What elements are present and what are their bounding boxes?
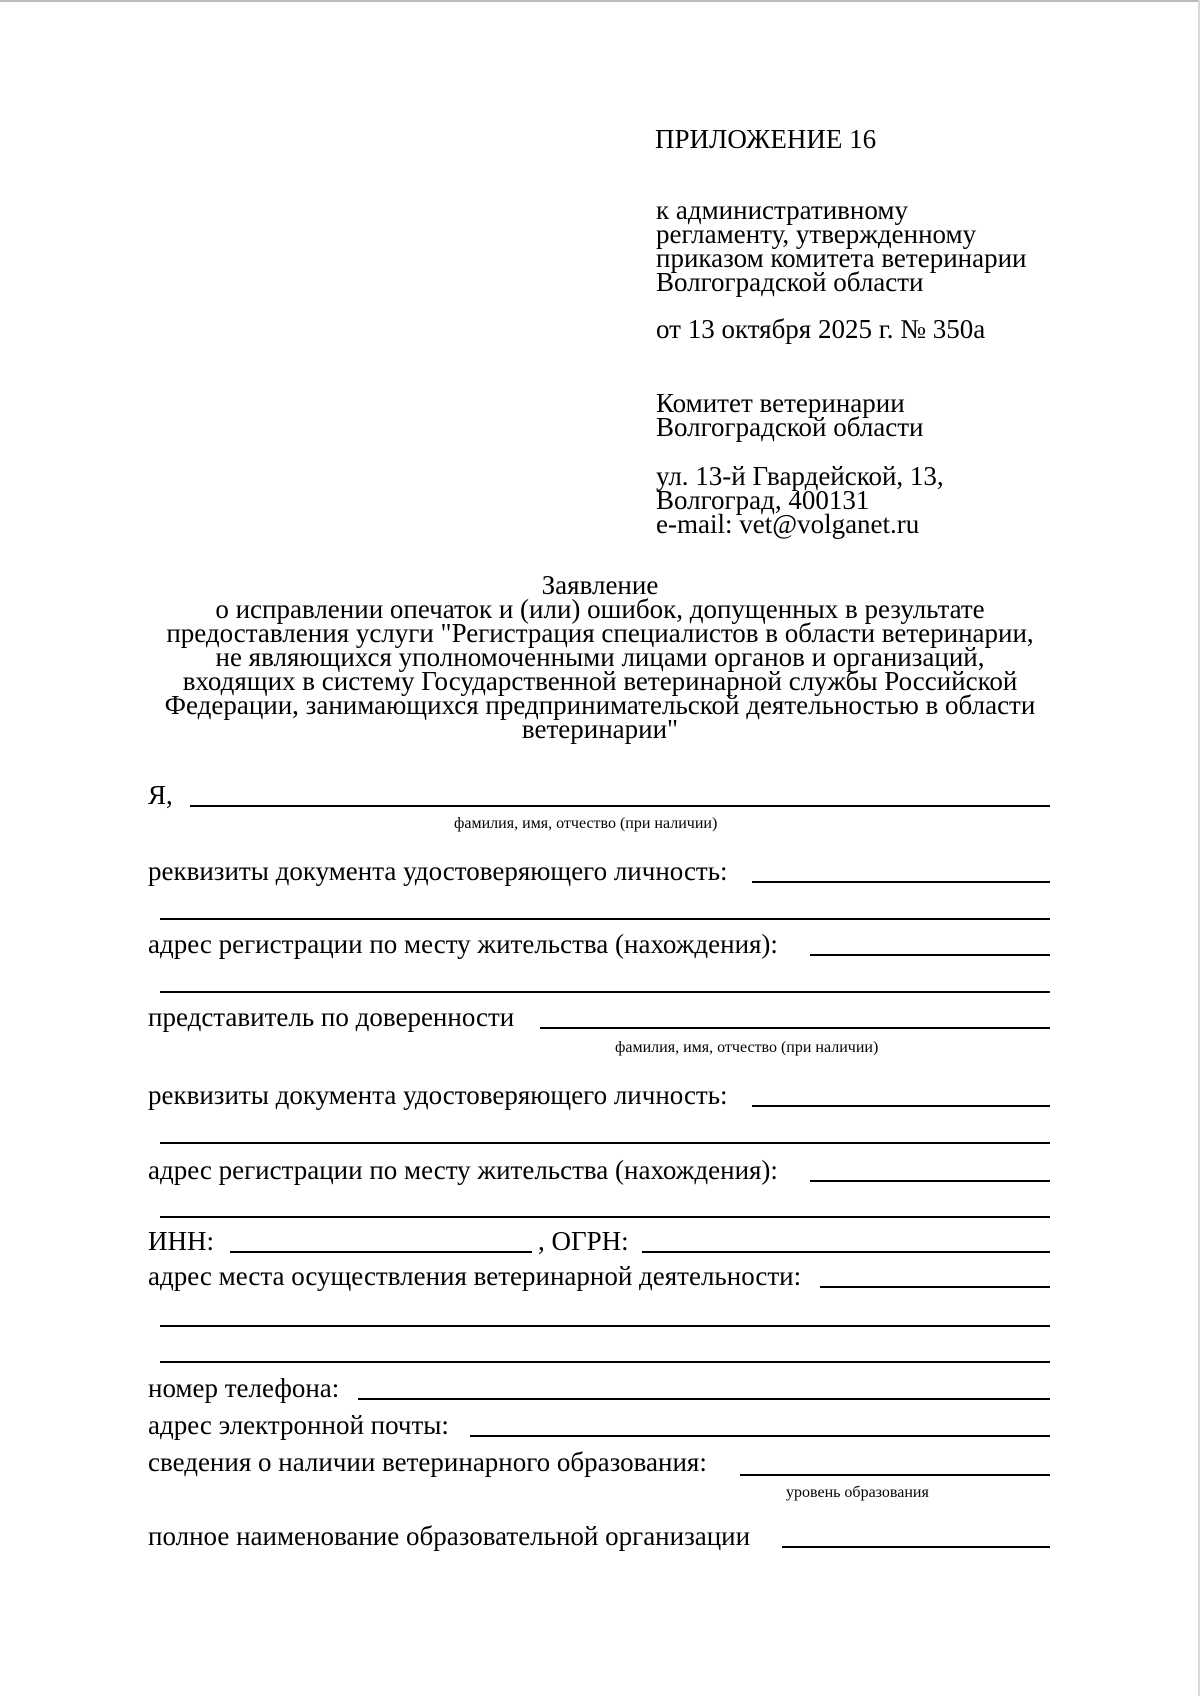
activity-address-label: адрес места осуществления ветеринарной деятельности:	[148, 1261, 802, 1291]
phone-label: номер телефона:	[148, 1373, 340, 1403]
rep-id-doc-label: реквизиты документа удостоверяющего личность:	[148, 1080, 728, 1110]
reg-address-field-line-2[interactable]	[160, 991, 1050, 993]
inn-label: ИНН:	[148, 1226, 214, 1256]
activity-address-field-line-2[interactable]	[160, 1325, 1050, 1327]
rep-reg-address-label: адрес регистрации по месту жительства (нахождения):	[148, 1155, 778, 1185]
phone-field[interactable]	[358, 1398, 1050, 1400]
org-name-label: полное наименование образовательной организации	[148, 1521, 751, 1551]
addressee-address-2: Волгоград, 400131	[656, 485, 870, 515]
id-doc-label: реквизиты документа удостоверяющего личность:	[148, 856, 728, 886]
id-doc-field[interactable]	[752, 881, 1050, 883]
statement-line-2: предоставления услуги "Регистрация специалистов в области ветеринарии,	[166, 618, 1034, 648]
appendix-date: от 13 октября 2025 г. № 350а	[656, 314, 986, 344]
reg-address-label: адрес регистрации по месту жительства (нахождения):	[148, 929, 778, 959]
statement-line-6: ветеринарии"	[521, 714, 679, 744]
activity-address-field[interactable]	[820, 1286, 1050, 1288]
statement-line-4: входящих в систему Государственной ветеринарной службы Российской	[182, 666, 1018, 696]
statement-heading: Заявление	[541, 570, 659, 600]
education-label: сведения о наличии ветеринарного образования:	[148, 1447, 707, 1477]
i-label: Я,	[148, 780, 173, 810]
appendix-line-4: Волгоградской области	[656, 267, 924, 297]
fio-field[interactable]	[190, 805, 1050, 807]
appendix-title: ПРИЛОЖЕНИЕ 16	[655, 124, 877, 154]
representative-label: представитель по доверенности	[148, 1002, 515, 1032]
statement-line-3: не являющихся уполномоченными лицами органов и организаций,	[215, 642, 985, 672]
email-field[interactable]	[470, 1435, 1050, 1437]
email-label: адрес электронной почты:	[148, 1410, 449, 1440]
appendix-line-2: регламенту, утвержденному	[656, 219, 977, 249]
addressee-address-1: ул. 13-й Гвардейской, 13,	[656, 461, 944, 491]
fio-hint: фамилия, имя, отчество (при наличии)	[454, 815, 718, 832]
representative-field[interactable]	[540, 1027, 1050, 1029]
rep-id-doc-field[interactable]	[752, 1105, 1050, 1107]
statement-line-5: Федерации, занимающихся предпринимательской деятельностью в области	[164, 690, 1036, 720]
rep-reg-address-field[interactable]	[810, 1180, 1050, 1182]
ogrn-label: , ОГРН:	[538, 1226, 629, 1256]
rep-reg-address-field-line-2[interactable]	[160, 1216, 1050, 1218]
inn-field[interactable]	[230, 1251, 532, 1253]
ogrn-field[interactable]	[642, 1251, 1050, 1253]
rep-id-doc-field-line-2[interactable]	[160, 1142, 1050, 1144]
education-hint: уровень образования	[786, 1484, 929, 1501]
appendix-line-1: к административному	[656, 195, 908, 225]
reg-address-field[interactable]	[810, 954, 1050, 956]
activity-address-field-line-3[interactable]	[160, 1361, 1050, 1363]
addressee-email: e-mail: vet@volganet.ru	[656, 509, 920, 539]
appendix-line-3: приказом комитета ветеринарии	[656, 243, 1027, 273]
statement-line-1: о исправлении опечаток и (или) ошибок, допущенных в результате	[215, 594, 985, 624]
id-doc-field-line-2[interactable]	[160, 918, 1050, 920]
addressee-name-2: Волгоградской области	[656, 412, 924, 442]
addressee-name-1: Комитет ветеринарии	[656, 388, 905, 418]
scan-edge-top	[0, 0, 1200, 2]
education-field[interactable]	[740, 1474, 1050, 1476]
org-name-field[interactable]	[782, 1546, 1050, 1548]
rep-fio-hint: фамилия, имя, отчество (при наличии)	[615, 1039, 879, 1056]
